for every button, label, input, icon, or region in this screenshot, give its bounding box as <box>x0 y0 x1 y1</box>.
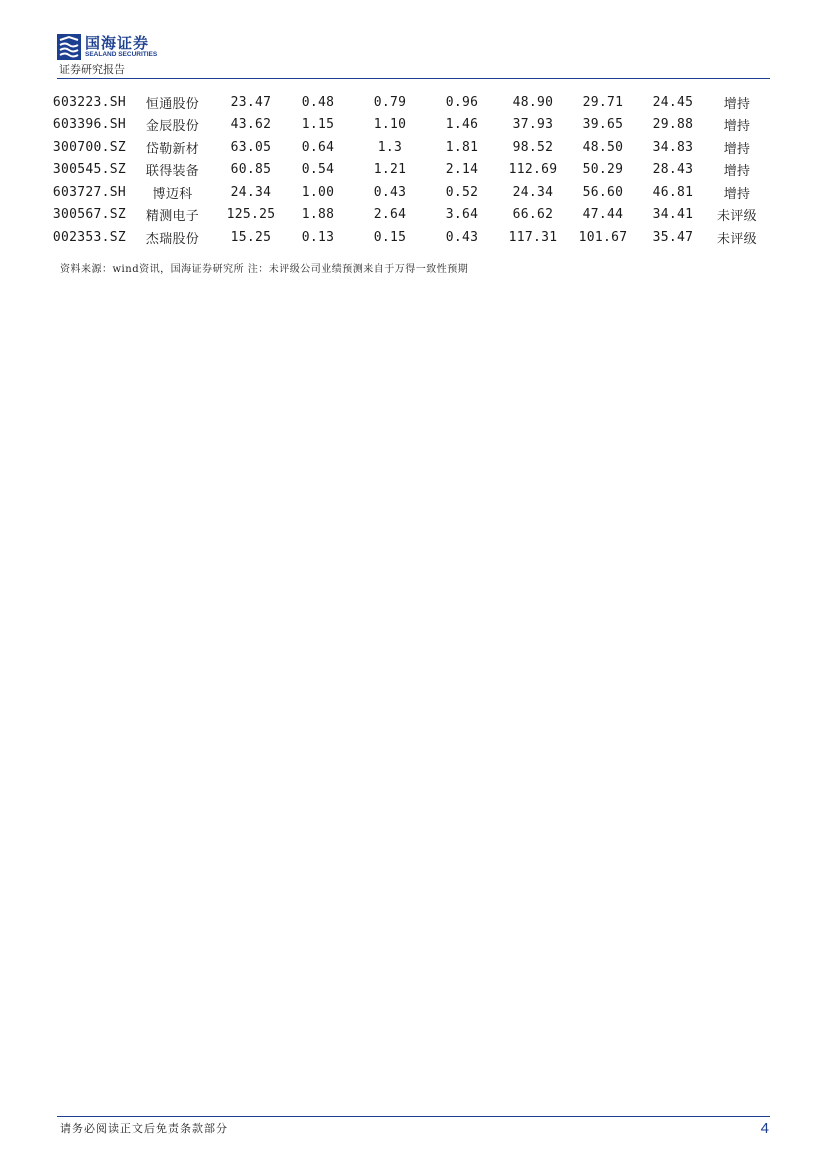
stock-name-cell: 金辰股份 <box>145 119 200 135</box>
stock-code-cell: 603223.SH <box>52 94 126 110</box>
pe-year1-cell: 48.90 <box>512 94 554 110</box>
pe-year3-cell: 34.41 <box>652 207 694 223</box>
price-cell: 125.25 <box>226 207 276 223</box>
page-number: 4 <box>760 1120 769 1137</box>
logo-chinese-name: 国海证券 <box>85 34 150 52</box>
pe-year3-cell: 28.43 <box>652 162 694 178</box>
rating-cell: 增持 <box>723 141 751 157</box>
stock-code-cell: 300545.SZ <box>52 162 126 178</box>
eps-year1-cell: 0.48 <box>301 94 335 110</box>
stock-name-cell: 精测电子 <box>145 209 200 225</box>
stock-name-cell: 博迈科 <box>152 186 193 202</box>
stock-name-cell: 联得装备 <box>145 164 200 180</box>
eps-year2-cell: 0.15 <box>373 229 407 245</box>
table-row <box>40 91 765 114</box>
pe-year2-cell: 50.29 <box>582 162 624 178</box>
pe-year2-cell: 47.44 <box>582 207 624 223</box>
eps-year1-cell: 1.15 <box>301 117 335 133</box>
rating-cell: 增持 <box>723 164 751 180</box>
eps-year1-cell: 0.64 <box>301 139 335 155</box>
footer-divider <box>57 1116 770 1117</box>
eps-year2-cell: 2.64 <box>373 207 407 223</box>
logo-english-name: SEALAND SECURITIES <box>85 51 158 58</box>
eps-year3-cell: 3.64 <box>445 207 479 223</box>
pe-year1-cell: 37.93 <box>512 117 554 133</box>
pe-year1-cell: 98.52 <box>512 139 554 155</box>
price-cell: 60.85 <box>230 162 272 178</box>
company-logo <box>57 34 157 60</box>
eps-year1-cell: 1.00 <box>301 184 335 200</box>
eps-year2-cell: 1.3 <box>377 139 403 155</box>
price-cell: 24.34 <box>230 184 272 200</box>
pe-year3-cell: 24.45 <box>652 94 694 110</box>
pe-year3-cell: 46.81 <box>652 184 694 200</box>
table-row <box>40 159 765 182</box>
pe-year2-cell: 101.67 <box>578 229 628 245</box>
table-row <box>40 136 765 159</box>
pe-year1-cell: 112.69 <box>508 162 558 178</box>
source-note: 资料来源：wind资讯，国海证券研究所 注：未评级公司业绩预测来自于万得一致性预期 <box>60 264 469 275</box>
stock-code-cell: 603396.SH <box>52 117 126 133</box>
stock-name-cell: 岱勒新材 <box>145 141 200 157</box>
eps-year1-cell: 0.54 <box>301 162 335 178</box>
pe-year2-cell: 48.50 <box>582 139 624 155</box>
pe-year1-cell: 117.31 <box>508 229 558 245</box>
table-row <box>40 114 765 137</box>
eps-year3-cell: 0.96 <box>445 94 479 110</box>
price-cell: 63.05 <box>230 139 272 155</box>
pe-year3-cell: 35.47 <box>652 229 694 245</box>
stock-forecast-table <box>40 91 765 249</box>
table-row <box>40 226 765 249</box>
stock-name-cell: 恒通股份 <box>145 96 200 112</box>
stock-code-cell: 300567.SZ <box>52 207 126 223</box>
table-row <box>40 181 765 204</box>
stock-name-cell: 杰瑞股份 <box>145 231 200 247</box>
stock-code-cell: 300700.SZ <box>52 139 126 155</box>
pe-year2-cell: 56.60 <box>582 184 624 200</box>
eps-year2-cell: 1.10 <box>373 117 407 133</box>
eps-year1-cell: 0.13 <box>301 229 335 245</box>
report-type-label: 证券研究报告 <box>59 63 125 76</box>
stock-code-cell: 002353.SZ <box>52 229 126 245</box>
pe-year3-cell: 34.83 <box>652 139 694 155</box>
price-cell: 15.25 <box>230 229 272 245</box>
pe-year1-cell: 24.34 <box>512 184 554 200</box>
rating-cell: 未评级 <box>717 209 757 225</box>
eps-year3-cell: 2.14 <box>445 162 479 178</box>
eps-year2-cell: 1.21 <box>373 162 407 178</box>
eps-year1-cell: 1.88 <box>301 207 335 223</box>
price-cell: 23.47 <box>230 94 272 110</box>
footer-disclaimer: 请务必阅读正文后免责条款部分 <box>60 1122 228 1135</box>
eps-year3-cell: 0.43 <box>445 229 479 245</box>
eps-year3-cell: 1.81 <box>445 139 479 155</box>
rating-cell: 增持 <box>723 96 751 112</box>
header-divider <box>57 78 770 79</box>
sealand-logo-icon <box>57 34 81 60</box>
page-header <box>57 34 770 80</box>
pe-year2-cell: 39.65 <box>582 117 624 133</box>
pe-year2-cell: 29.71 <box>582 94 624 110</box>
stock-code-cell: 603727.SH <box>52 184 126 200</box>
rating-cell: 未评级 <box>717 231 757 247</box>
rating-cell: 增持 <box>723 186 751 202</box>
price-cell: 43.62 <box>230 117 272 133</box>
rating-cell: 增持 <box>723 119 751 135</box>
table-row <box>40 204 765 227</box>
pe-year1-cell: 66.62 <box>512 207 554 223</box>
pe-year3-cell: 29.88 <box>652 117 694 133</box>
eps-year3-cell: 0.52 <box>445 184 479 200</box>
eps-year2-cell: 0.43 <box>373 184 407 200</box>
eps-year2-cell: 0.79 <box>373 94 407 110</box>
eps-year3-cell: 1.46 <box>445 117 479 133</box>
